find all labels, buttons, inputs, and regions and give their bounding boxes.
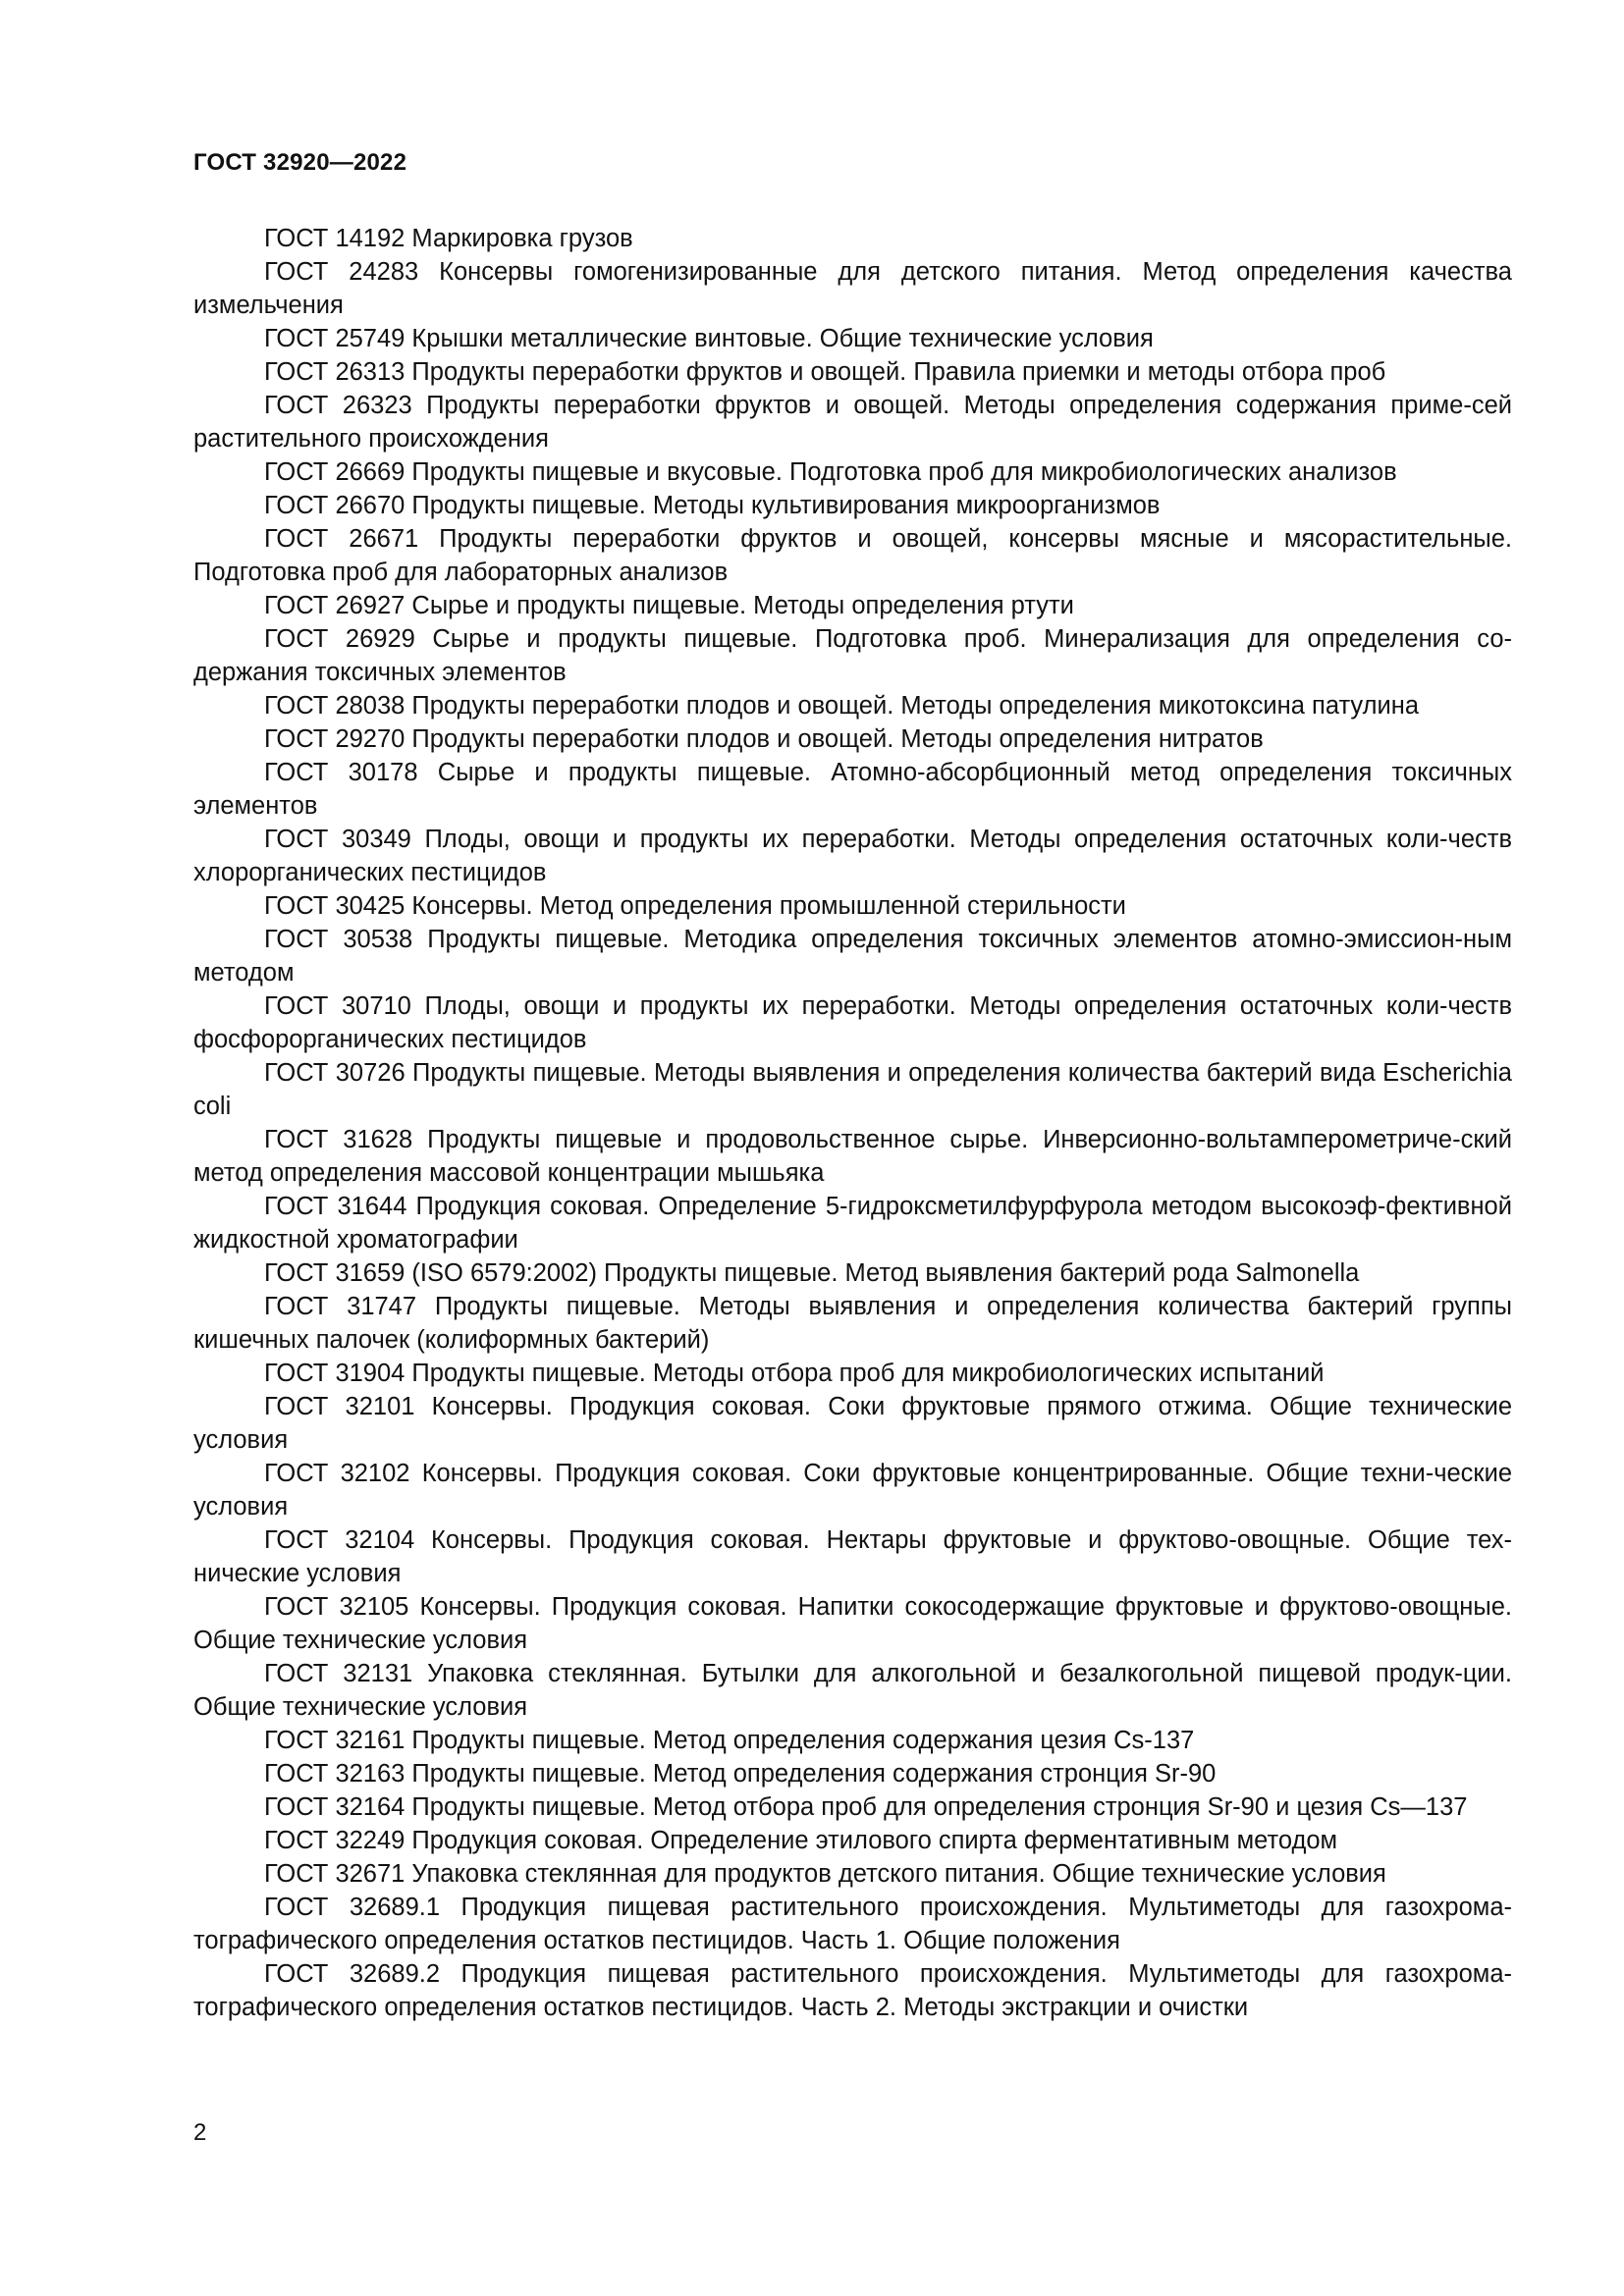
reference-item: ГОСТ 31644 Продукция соковая. Определение 5-гидроксметилфурфурола методом высокоэф-фективной жидкостной хроматографии [193,1193,1512,1254]
reference-item: ГОСТ 26669 Продукты пищевые и вкусовые. Подготовка проб для микробиологических анализов [264,458,1397,486]
reference-item: ГОСТ 32163 Продукты пищевые. Метод определения содержания стронция Sr-90 [264,1760,1217,1788]
reference-item: ГОСТ 30425 Консервы. Метод определения промышленной стерильности [264,892,1126,920]
reference-item: ГОСТ 26313 Продукты переработки фруктов и овощей. Правила приемки и методы отбора проб [264,358,1386,386]
reference-item: ГОСТ 29270 Продукты переработки плодов и овощей. Методы определения нитратов [264,725,1264,753]
reference-item: ГОСТ 28038 Продукты переработки плодов и овощей. Методы определения микотоксина патулина [264,692,1420,720]
reference-item: ГОСТ 32689.2 Продукция пищевая растительного происхождения. Мультиметоды для газохрома-тографического определения остатков пестицидов. Часть 2. Методы экстракции и очистки [193,1960,1512,2021]
reference-item: ГОСТ 30349 Плоды, овощи и продукты их переработки. Методы определения остаточных коли-честв хлорорганических пестицидов [193,826,1512,886]
reference-item: ГОСТ 31747 Продукты пищевые. Методы выявления и определения количества бактерий группы кишечных палочек (колиформных бактерий) [193,1293,1512,1354]
reference-item: ГОСТ 31659 (ISO 6579:2002) Продукты пищевые. Метод выявления бактерий рода Salmonella [264,1259,1360,1287]
reference-item: ГОСТ 26671 Продукты переработки фруктов и овощей, консервы мясные и мясорастительные. Подготовка проб для лабораторных анализов [193,525,1512,586]
page-number: 2 [193,2119,207,2146]
reference-item: ГОСТ 32131 Упаковка стеклянная. Бутылки для алкогольной и безалкогольной пищевой продук-ции. Общие технические условия [193,1660,1512,1721]
reference-item: ГОСТ 32671 Упаковка стеклянная для продуктов детского питания. Общие технические условия [264,1860,1386,1888]
reference-item: ГОСТ 32689.1 Продукция пищевая растительного происхождения. Мультиметоды для газохрома-тографического определения остатков пестицидов. Часть 1. Общие положения [193,1894,1512,1954]
reference-item: ГОСТ 26927 Сырье и продукты пищевые. Методы определения ртути [264,592,1074,619]
reference-item: ГОСТ 26670 Продукты пищевые. Методы культивирования микроорганизмов [264,492,1161,519]
reference-item: ГОСТ 32249 Продукция соковая. Определение этилового спирта ферментативным методом [264,1827,1338,1854]
reference-item: ГОСТ 14192 Маркировка грузов [264,225,633,252]
reference-item: ГОСТ 30710 Плоды, овощи и продукты их переработки. Методы определения остаточных коли-честв фосфорорганических пестицидов [193,992,1512,1053]
reference-item: ГОСТ 32101 Консервы. Продукция соковая. Соки фруктовые прямого отжима. Общие технические условия [193,1393,1512,1454]
reference-item: ГОСТ 24283 Консервы гомогенизированные для детского питания. Метод определения качества измельчения [193,258,1512,319]
reference-item: ГОСТ 26323 Продукты переработки фруктов и овощей. Методы определения содержания приме-сей растительного происхождения [193,392,1512,453]
reference-item: ГОСТ 31628 Продукты пищевые и продовольственное сырье. Инверсионно-вольтамперометриче-ский метод определения массовой концентрации мышьяка [193,1126,1512,1187]
reference-item: ГОСТ 32104 Консервы. Продукция соковая. Нектары фруктовые и фруктово-овощные. Общие тех-нические условия [193,1526,1512,1587]
reference-item: ГОСТ 25749 Крышки металлические винтовые. Общие технические условия [264,325,1154,352]
document-header: ГОСТ 32920—2022 [193,149,407,176]
reference-item: ГОСТ 31904 Продукты пищевые. Методы отбора проб для микробиологических испытаний [264,1360,1325,1387]
reference-item: ГОСТ 32102 Консервы. Продукция соковая. Соки фруктовые концентрированные. Общие техни-ческие условия [193,1460,1512,1521]
reference-item: ГОСТ 26929 Сырье и продукты пищевые. Подготовка проб. Минерализация для определения со-держания токсичных элементов [193,625,1512,686]
reference-item: ГОСТ 30178 Сырье и продукты пищевые. Атомно-абсорбционный метод определения токсичных элементов [193,759,1512,820]
reference-item: ГОСТ 32161 Продукты пищевые. Метод определения содержания цезия Cs-137 [264,1727,1195,1754]
normative-references-list [193,222,1512,2024]
reference-item: ГОСТ 30538 Продукты пищевые. Методика определения токсичных элементов атомно-эмиссион-ным методом [193,926,1512,987]
reference-item: ГОСТ 32164 Продукты пищевые. Метод отбора проб для определения стронция Sr-90 и цезия Cs—137 [264,1793,1468,1821]
reference-item: ГОСТ 30726 Продукты пищевые. Методы выявления и определения количества бактерий вида Escherichia coli [193,1059,1512,1120]
reference-item: ГОСТ 32105 Консервы. Продукция соковая. Напитки сокосодержащие фруктовые и фруктово-овощные. Общие технические условия [193,1593,1512,1654]
